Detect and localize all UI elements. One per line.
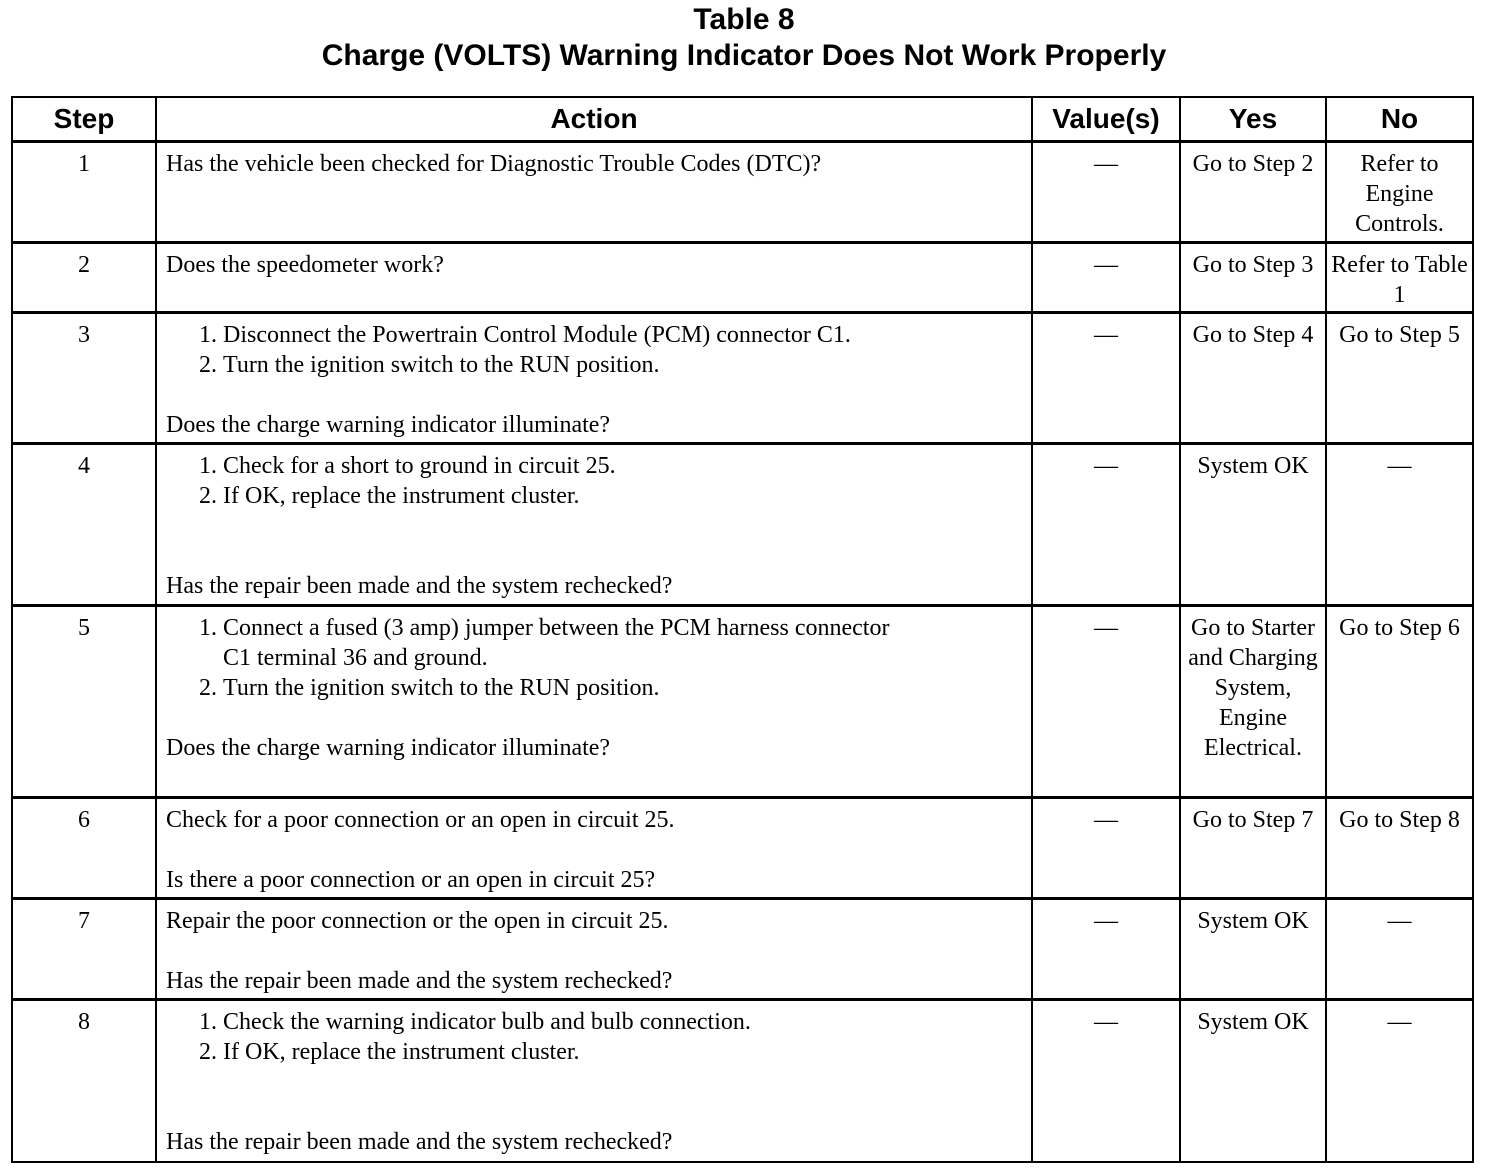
action-step-item: 1. Check the warning indicator bulb and bulb connection.: [223, 1007, 1023, 1037]
value-cell: —: [1032, 1000, 1180, 1162]
action-cell: [156, 444, 1032, 606]
no-cell: Go to Step 8: [1326, 798, 1473, 899]
action-steps-list: [166, 1007, 1023, 1067]
yes-cell: Go to Step 7: [1180, 798, 1326, 899]
yes-cell: Go to Step 3: [1180, 243, 1326, 313]
header-yes: Yes: [1180, 97, 1326, 142]
header-no: No: [1326, 97, 1473, 142]
value-cell: —: [1032, 243, 1180, 313]
table-row: [12, 1000, 1473, 1162]
step-cell: 1: [12, 142, 156, 243]
value-cell: —: [1032, 313, 1180, 444]
action-step-item: 2. If OK, replace the instrument cluster.: [223, 481, 1023, 511]
action-cell: [156, 1000, 1032, 1162]
no-cell: —: [1326, 1000, 1473, 1162]
action-steps-list: [166, 613, 1023, 703]
value-cell: —: [1032, 142, 1180, 243]
header-step: Step: [12, 97, 156, 142]
action-step-item: 2. If OK, replace the instrument cluster.: [223, 1037, 1023, 1067]
no-cell: —: [1326, 444, 1473, 606]
action-question: Has the repair been made and the system rechecked?: [166, 1129, 673, 1155]
no-cell: —: [1326, 899, 1473, 1000]
table-row: [12, 243, 1473, 313]
action-question: Has the repair been made and the system rechecked?: [166, 573, 673, 599]
table-row: [12, 142, 1473, 243]
table-row: [12, 606, 1473, 798]
step-cell: 8: [12, 1000, 156, 1162]
table-row: [12, 313, 1473, 444]
no-cell: Go to Step 6: [1326, 606, 1473, 798]
action-step-item: 1. Check for a short to ground in circuit 25.: [223, 451, 1023, 481]
table-row: [12, 798, 1473, 899]
action-cell: [156, 313, 1032, 444]
action-cell: [156, 899, 1032, 1000]
action-question: Has the repair been made and the system rechecked?: [166, 968, 673, 994]
action-question: Has the vehicle been checked for Diagnostic Trouble Codes (DTC)?: [166, 151, 822, 177]
action-step-item: 1. Disconnect the Powertrain Control Module (PCM) connector C1.: [223, 320, 1023, 350]
step-cell: 2: [12, 243, 156, 313]
header-action: Action: [156, 97, 1032, 142]
action-question: Does the speedometer work?: [166, 252, 444, 278]
action-instruction: Repair the poor connection or the open in circuit 25.: [166, 908, 669, 934]
value-cell: —: [1032, 444, 1180, 606]
yes-cell: Go to Starter and Charging System, Engine Electrical.: [1180, 606, 1326, 798]
table-subtitle: Charge (VOLTS) Warning Indicator Does Not Work Properly: [321, 39, 1167, 72]
no-cell: Refer to Engine Controls.: [1326, 142, 1473, 243]
action-step-item: 2. Turn the ignition switch to the RUN position.: [223, 350, 1023, 380]
yes-cell: System OK: [1180, 444, 1326, 606]
action-steps-list: [166, 320, 1023, 380]
action-step-item: 1. Connect a fused (3 amp) jumper between the PCM harness connector C1 terminal 36 and ground.: [223, 613, 923, 673]
action-question: Does the charge warning indicator illuminate?: [166, 412, 611, 438]
diagnostic-table: [11, 96, 1474, 1163]
table-row: [12, 899, 1473, 1000]
action-cell: [156, 798, 1032, 899]
yes-cell: Go to Step 4: [1180, 313, 1326, 444]
action-steps-list: [166, 451, 1023, 511]
action-instruction: Check for a poor connection or an open in circuit 25.: [166, 807, 675, 833]
table-row: [12, 444, 1473, 606]
value-cell: —: [1032, 606, 1180, 798]
step-cell: 4: [12, 444, 156, 606]
no-cell: Refer to Table 1: [1326, 243, 1473, 313]
value-cell: —: [1032, 899, 1180, 1000]
step-cell: 6: [12, 798, 156, 899]
action-cell: [156, 243, 1032, 313]
action-cell: [156, 606, 1032, 798]
yes-cell: System OK: [1180, 899, 1326, 1000]
action-cell: [156, 142, 1032, 243]
no-cell: Go to Step 5: [1326, 313, 1473, 444]
step-cell: 3: [12, 313, 156, 444]
yes-cell: Go to Step 2: [1180, 142, 1326, 243]
yes-cell: System OK: [1180, 1000, 1326, 1162]
header-row: [12, 97, 1473, 142]
step-cell: 5: [12, 606, 156, 798]
table-title: Table 8: [693, 3, 795, 36]
value-cell: —: [1032, 798, 1180, 899]
action-question: Does the charge warning indicator illuminate?: [166, 735, 611, 761]
header-values: Value(s): [1032, 97, 1180, 142]
action-question: Is there a poor connection or an open in circuit 25?: [166, 867, 656, 893]
step-cell: 7: [12, 899, 156, 1000]
action-step-item: 2. Turn the ignition switch to the RUN position.: [223, 673, 923, 703]
